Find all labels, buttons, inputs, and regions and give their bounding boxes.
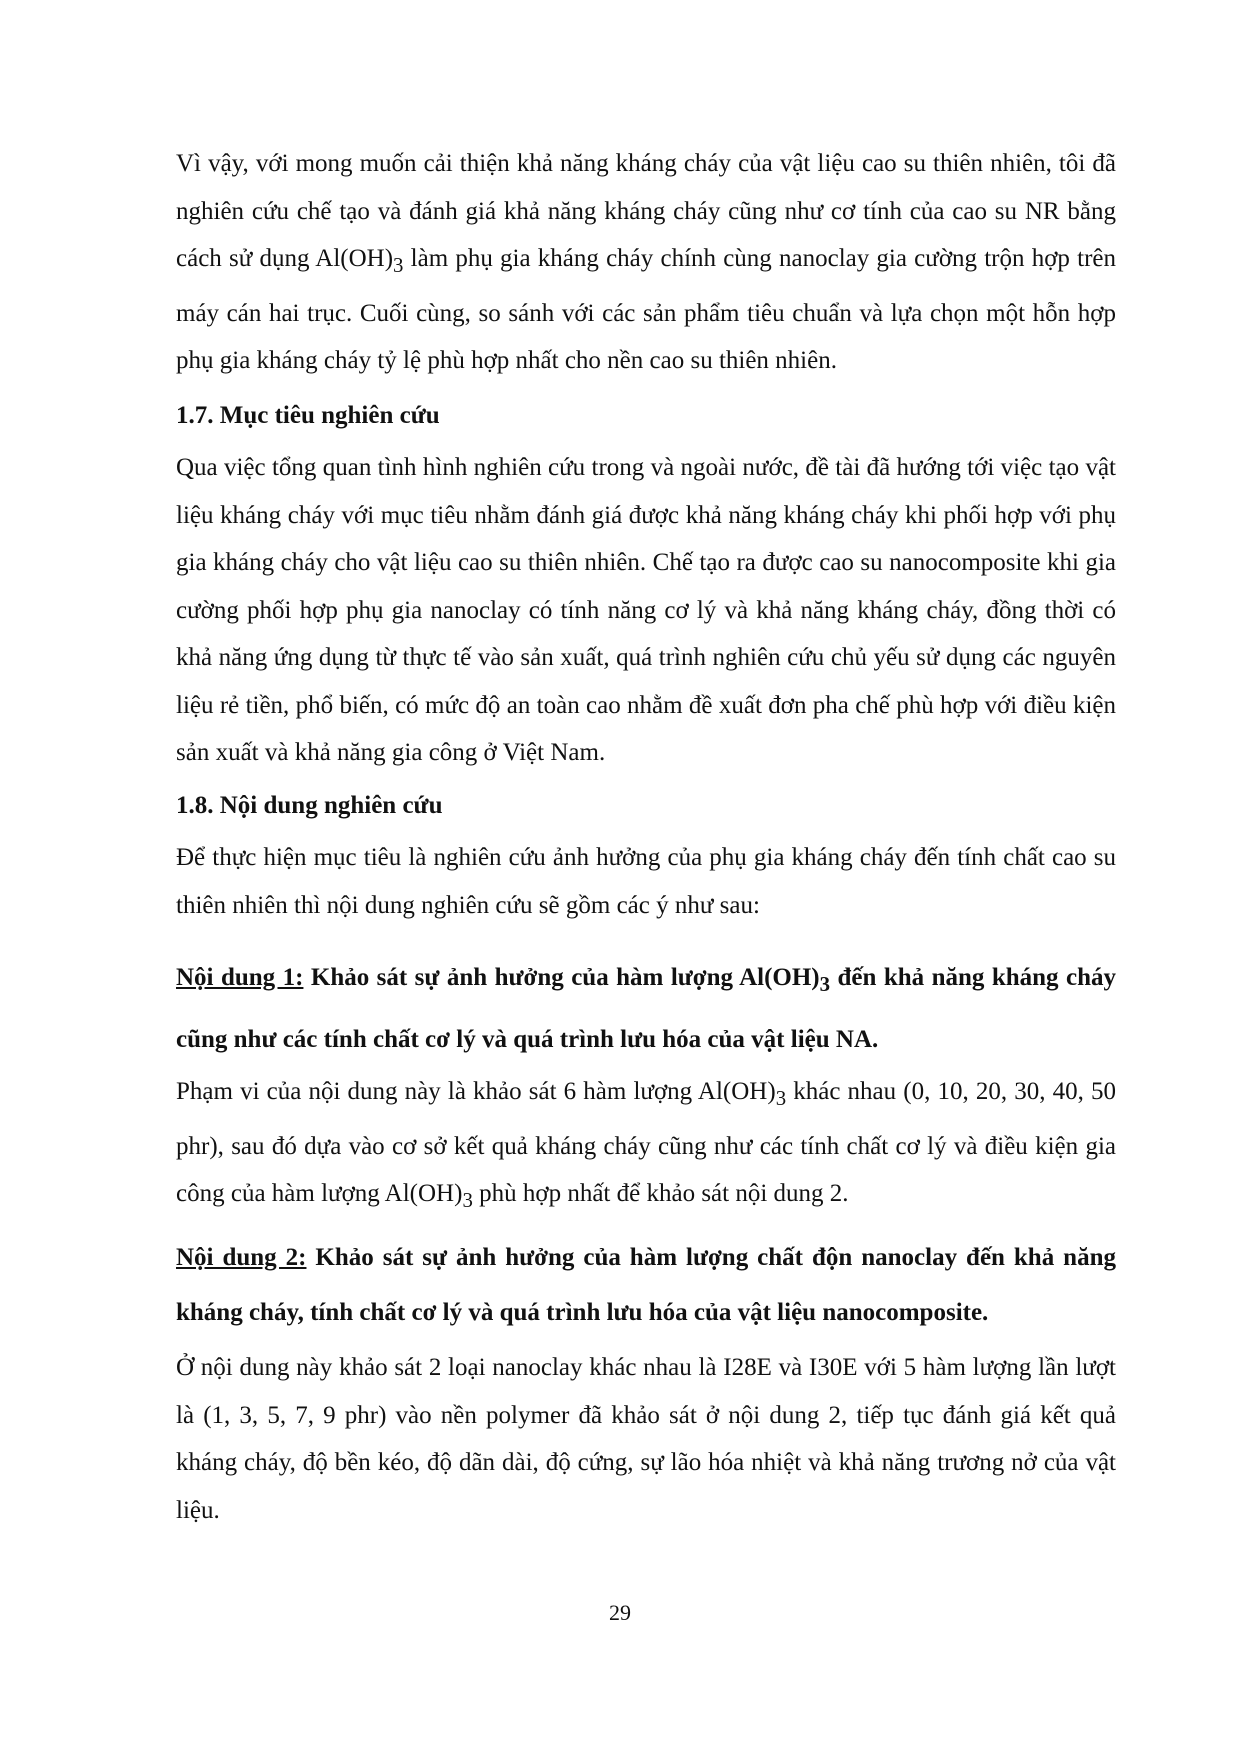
content-item-1 — [176, 950, 1116, 1067]
subscript: 3 — [462, 1188, 473, 1212]
section-heading-1-8: 1.8. Nội dung nghiên cứu — [176, 792, 443, 819]
paragraph-objectives: Qua việc tổng quan tình hình nghiên cứu trong và ngoài nước, đề tài đã hướng tới việc tạo vật liệu kháng cháy với mục tiêu nhằm đánh giá được khả năng kháng cháy khi phối hợp với phụ gia kháng cháy cho vật liệu cao su thiên nhiên. Chế tạo ra được cao su nanocomposite khi gia cường phối hợp phụ gia nanoclay có tính năng cơ lý và khả năng kháng cháy, đồng thời có khả năng ứng dụng từ thực tế vào sản xuất, quá trình nghiên cứu chủ yếu sử dụng các nguyên liệu rẻ tiền, phổ biến, có mức độ an toàn cao nhằm đề xuất đơn pha chế phù hợp với điều kiện sản xuất và khả năng gia công ở Việt Nam. — [176, 454, 1116, 766]
paragraph-scope-1 — [176, 1068, 1116, 1225]
content-item-2-text: Khảo sát sự ảnh hưởng của hàm lượng chất độn nanoclay đến khả năng kháng cháy, tính chất cơ lý và quá trình lưu hóa của vật liệu nanocomposite. — [176, 1244, 1116, 1326]
paragraph-scope-1-part-a: Phạm vi của nội dung này là khảo sát 6 hàm lượng Al(OH) — [176, 1078, 776, 1105]
content-item-1-text-b: đến khả năng kháng cháy cũng như các tính chất cơ lý và quá trình lưu hóa của vật liệu NA. — [176, 964, 1116, 1053]
subscript: 3 — [393, 253, 404, 277]
paragraph-intro — [176, 140, 1116, 385]
paragraph-scope-1-part-c: phù hợp nhất để khảo sát nội dung 2. — [472, 1180, 849, 1207]
paragraph-scope-1-part-b: khác nhau (0, 10, 20, 30, 40, 50 phr), sau đó dựa vào cơ sở kết quả kháng cháy cũng như các tính chất cơ lý và điều kiện gia công của hàm lượng Al(OH) — [176, 1078, 1116, 1207]
content-item-2 — [176, 1230, 1116, 1340]
section-heading-1-7: 1.7. Mục tiêu nghiên cứu — [176, 402, 440, 429]
content-item-1-label: Nội dung 1: — [176, 964, 304, 991]
page-number: 29 — [609, 1600, 631, 1625]
content-item-1-text-a: Khảo sát sự ảnh hưởng của hàm lượng Al(OH) — [303, 964, 820, 991]
paragraph-intro-part-b: làm phụ gia kháng cháy chính cùng nanoclay gia cường trộn hợp trên máy cán hai trục. Cuối cùng, so sánh với các sản phẩm tiêu chuẩn và lựa chọn một hỗn hợp phụ gia kháng cháy tỷ lệ phù hợp nhất cho nền cao su thiên nhiên. — [176, 245, 1116, 374]
paragraph-content-intro: Để thực hiện mục tiêu là nghiên cứu ảnh hưởng của phụ gia kháng cháy đến tính chất cao su thiên nhiên thì nội dung nghiên cứu sẽ gồm các ý như sau: — [176, 844, 1116, 919]
content-item-2-label: Nội dung 2: — [176, 1244, 307, 1271]
paragraph-intro-part-a: Vì vậy, với mong muốn cải thiện khả năng kháng cháy của vật liệu cao su thiên nhiên, tôi đã nghiên cứu chế tạo và đánh giá khả năng kháng cháy cũng như cơ tính của cao su NR bằng cách sử dụng Al(OH) — [176, 150, 1116, 272]
subscript: 3 — [819, 972, 831, 996]
subscript: 3 — [775, 1086, 787, 1110]
paragraph-scope-2: Ở nội dung này khảo sát 2 loại nanoclay khác nhau là I28E và I30E với 5 hàm lượng lần lượt là (1, 3, 5, 7, 9 phr) vào nền polymer đã khảo sát ở nội dung 2, tiếp tục đánh giá kết quả kháng cháy, độ bền kéo, độ dãn dài, độ cứng, sự lão hóa nhiệt và khả năng trương nở của vật liệu. — [176, 1354, 1116, 1524]
